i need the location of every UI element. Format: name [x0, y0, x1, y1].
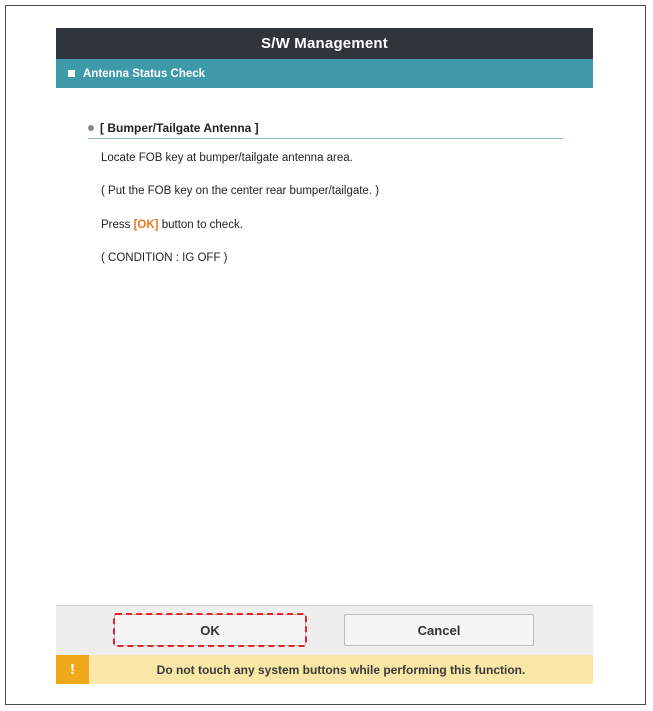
- warning-banner: [56, 655, 593, 684]
- warning-text: Do not touch any system buttons while performing this function.: [156, 662, 526, 677]
- instruction-press-text: Press: [101, 219, 134, 231]
- subheader-title: Antenna Status Check: [83, 67, 206, 80]
- section-heading: [88, 118, 563, 139]
- sw-management-window: [56, 28, 593, 684]
- subheader-bar: [56, 59, 593, 88]
- cancel-button[interactable]: Cancel: [344, 614, 534, 646]
- dot-bullet-icon: [88, 125, 94, 131]
- content-area: [56, 88, 593, 605]
- inline-ok-label: [OK]: [133, 219, 159, 231]
- instruction-button-text: button to check.: [158, 219, 243, 231]
- square-bullet-icon: [68, 70, 75, 77]
- warning-icon: !: [56, 655, 89, 684]
- section-heading-text: [ Bumper/Tailgate Antenna ]: [100, 121, 259, 135]
- window-title-text: S/W Management: [261, 35, 388, 52]
- button-bar: [56, 605, 593, 655]
- ok-button[interactable]: OK: [114, 614, 306, 646]
- instruction-line-3: [101, 219, 243, 231]
- window-title: [56, 28, 593, 59]
- instruction-line-4: ( CONDITION : IG OFF ): [101, 252, 228, 264]
- instruction-line-1: Locate FOB key at bumper/tailgate antenna area.: [101, 152, 353, 164]
- instruction-line-2: ( Put the FOB key on the center rear bumper/tailgate. ): [101, 185, 380, 197]
